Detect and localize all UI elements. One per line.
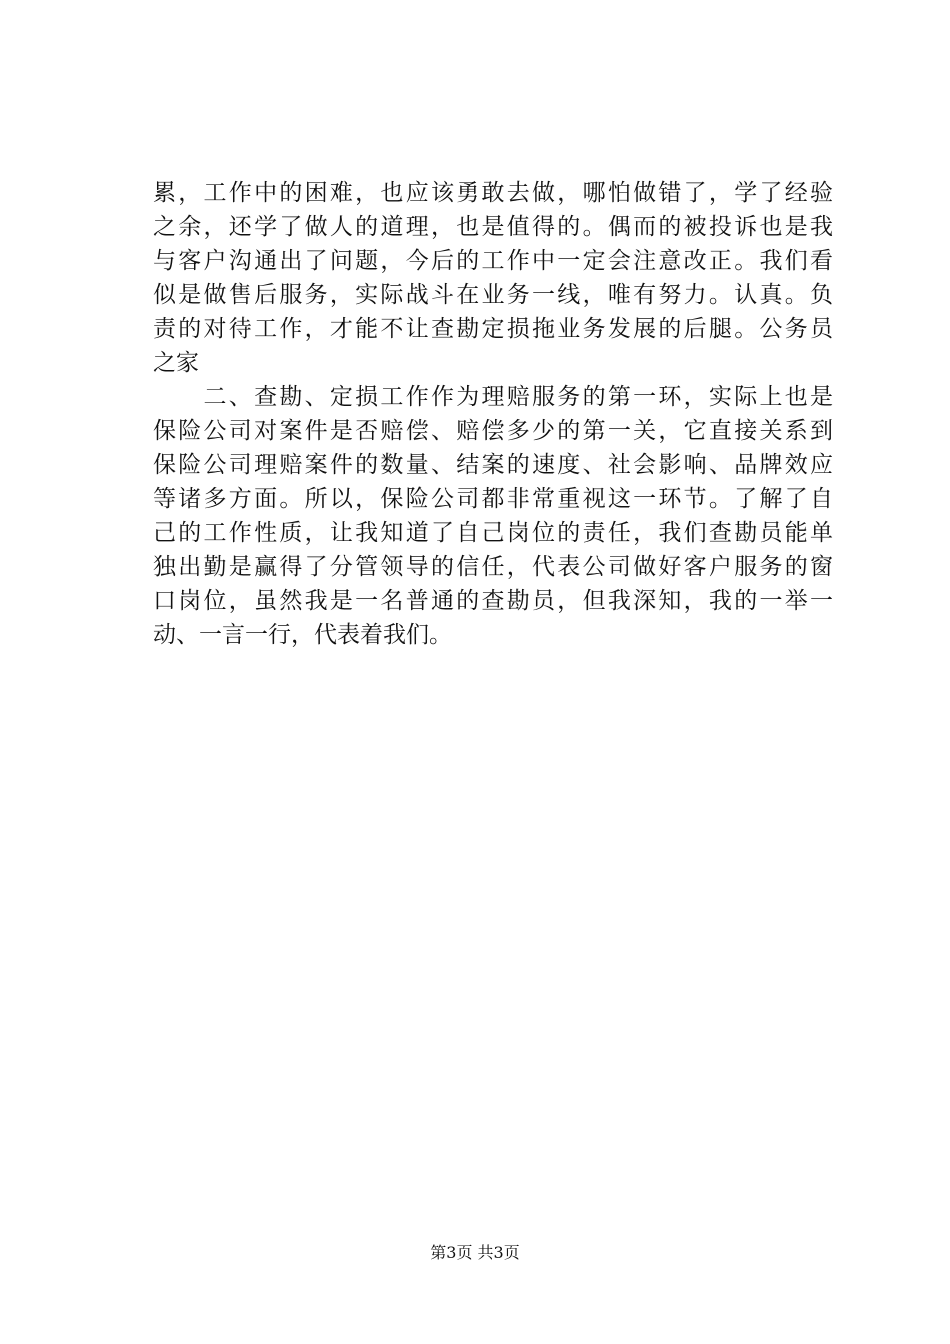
text-line: 保险公司对案件是否赔偿、赔偿多少的第一关，它直接关系到 <box>153 418 833 444</box>
text-line: 己的工作性质，让我知道了自己岗位的责任，我们查勘员能单 <box>153 520 833 546</box>
text-line: 累，工作中的困难，也应该勇敢去做，哪怕做错了，学了经验 <box>153 180 833 206</box>
text-line: 之家 <box>153 350 199 376</box>
page-number-footer: 第3页 共3页 <box>430 1243 520 1262</box>
text-line: 等诸多方面。所以，保险公司都非常重视这一环节。了解了自 <box>153 486 833 512</box>
text-line: 二、查勘、定损工作作为理赔服务的第一环，实际上也是 <box>153 384 833 410</box>
document-body <box>153 176 833 652</box>
text-line: 之余，还学了做人的道理，也是值得的。偶而的被投诉也是我 <box>153 214 833 240</box>
text-line: 口岗位，虽然我是一名普通的查勘员，但我深知，我的一举一 <box>153 588 833 614</box>
text-line: 保险公司理赔案件的数量、结案的速度、社会影响、品牌效应 <box>153 452 833 478</box>
text-line: 与客户沟通出了问题，今后的工作中一定会注意改正。我们看 <box>153 248 833 274</box>
text-line: 动、一言一行，代表着我们。 <box>153 622 452 648</box>
text-line: 似是做售后服务，实际战斗在业务一线，唯有努力。认真。负 <box>153 282 833 308</box>
text-line: 责的对待工作，才能不让查勘定损拖业务发展的后腿。公务员 <box>153 316 833 342</box>
text-line: 独出勤是赢得了分管领导的信任，代表公司做好客户服务的窗 <box>153 554 833 580</box>
